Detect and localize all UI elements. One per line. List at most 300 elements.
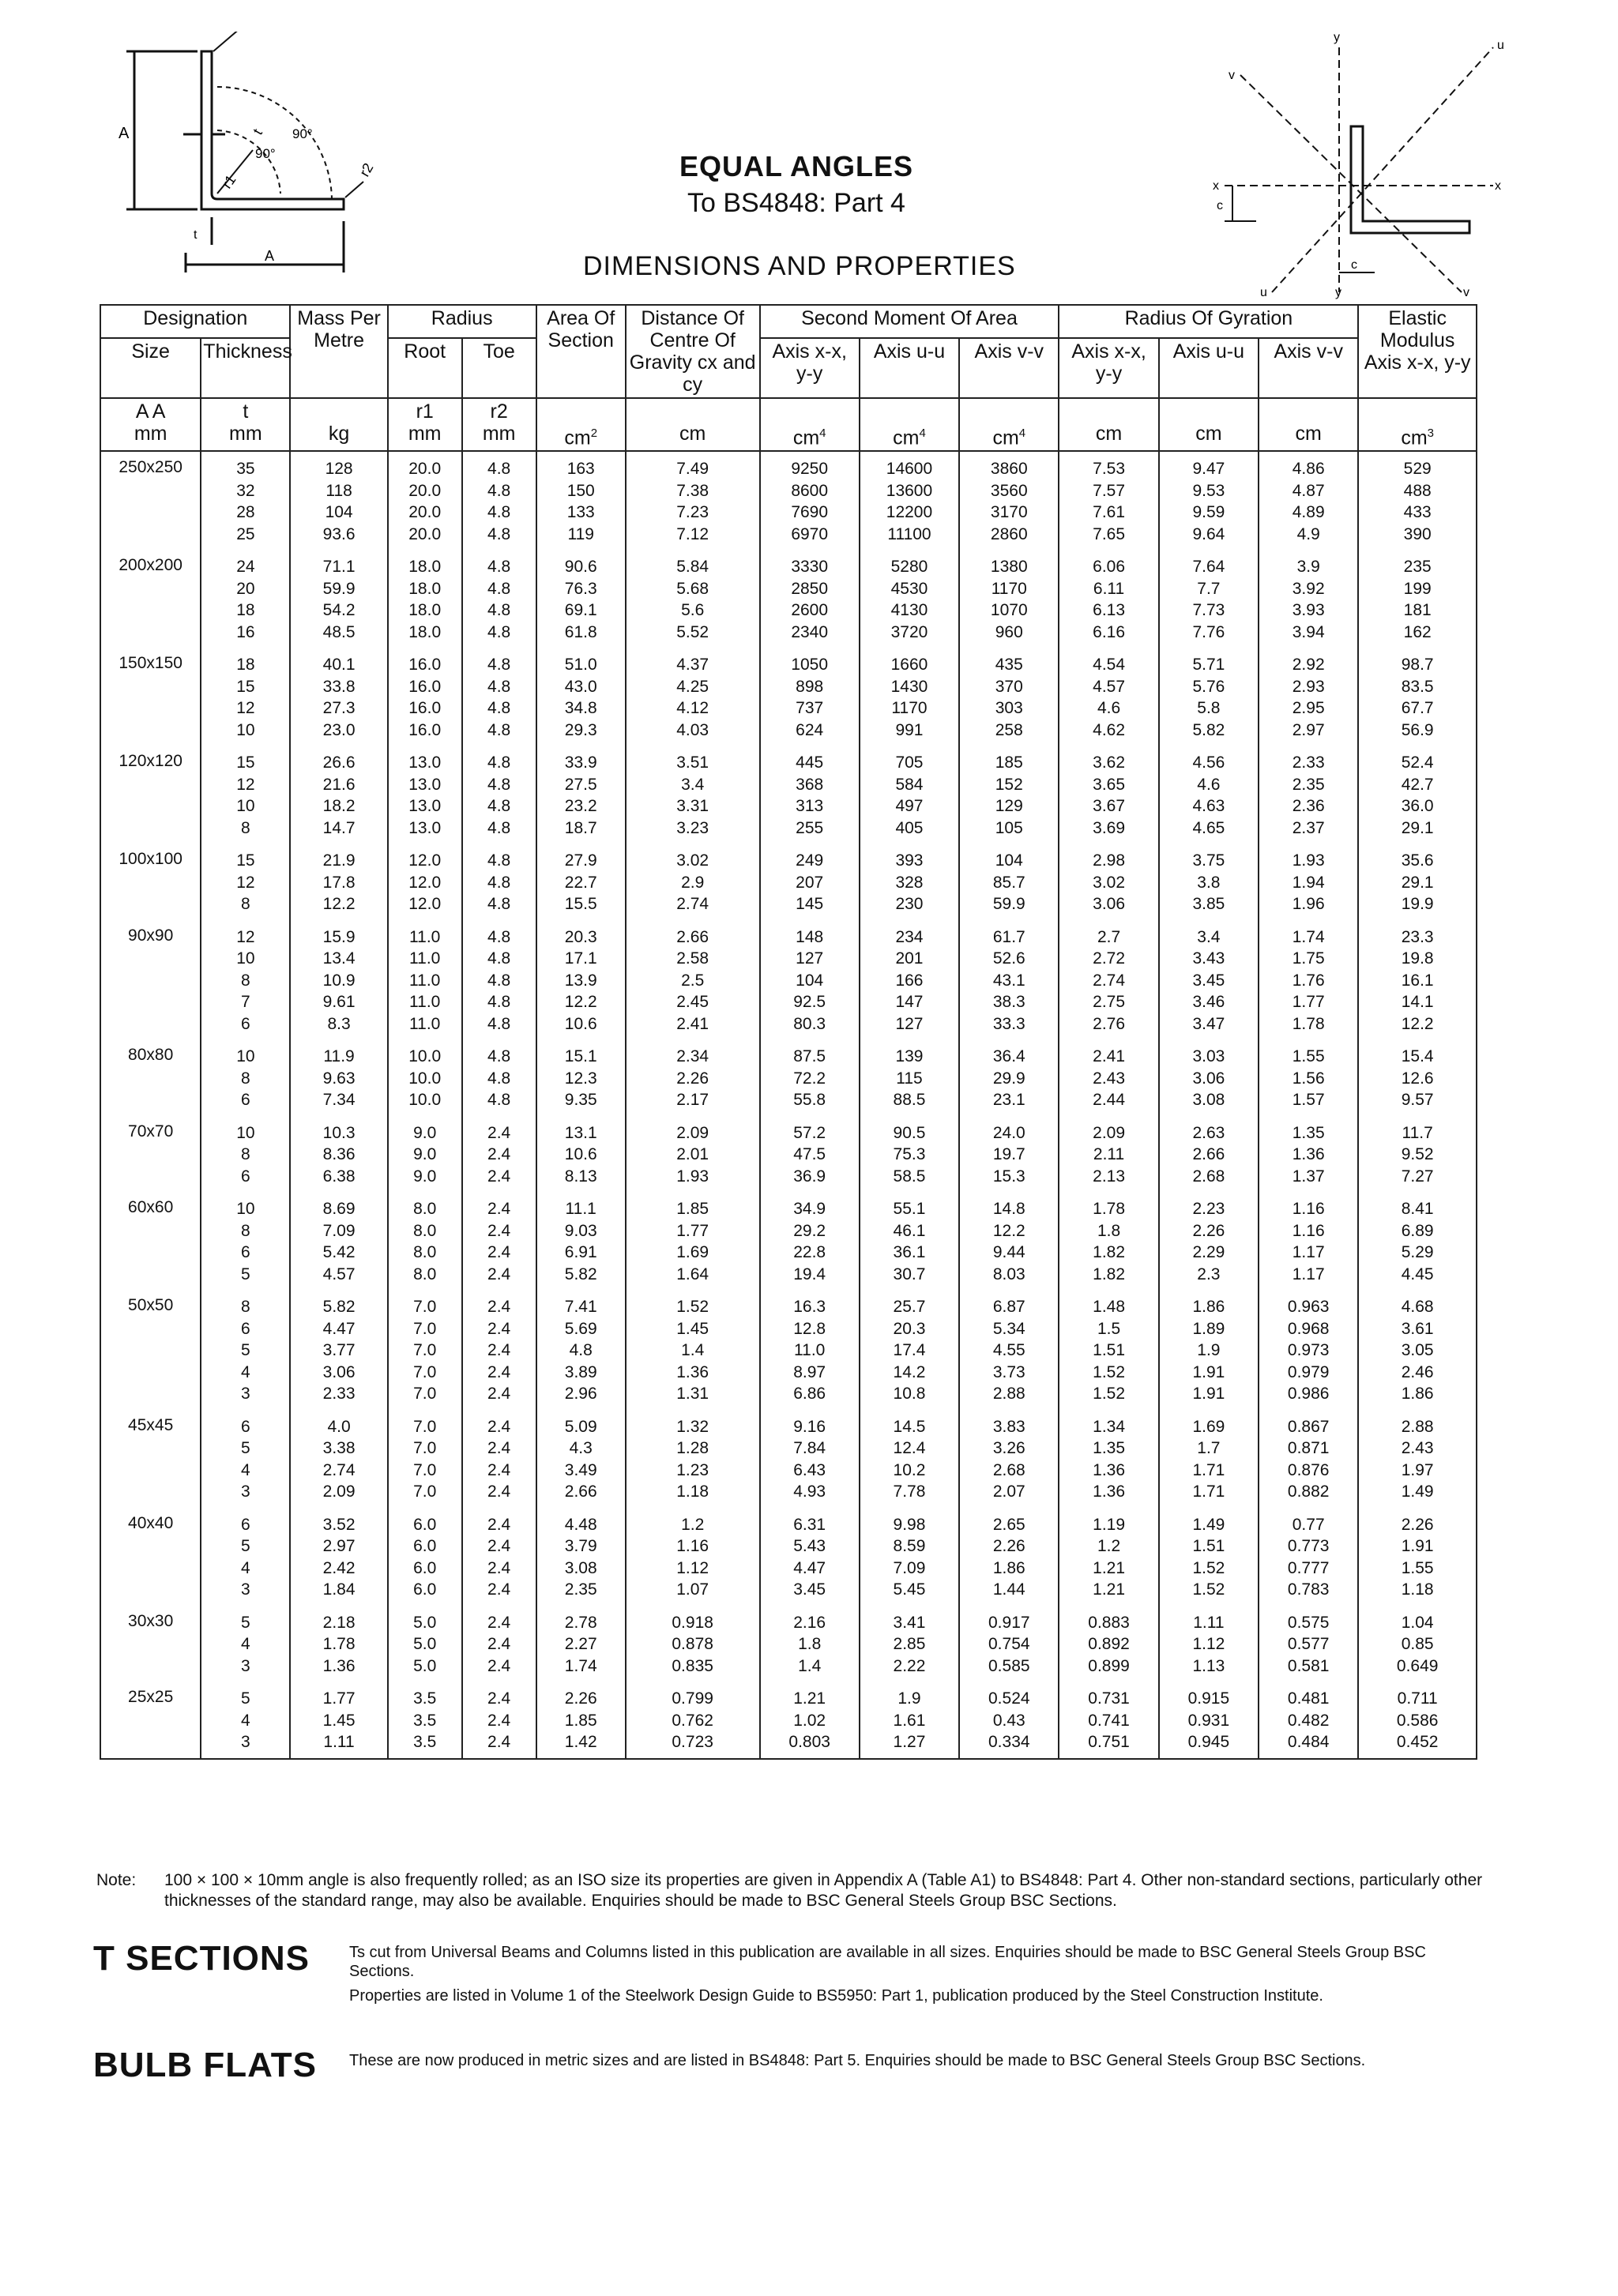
value-ixx: 80.3 [793, 1014, 826, 1033]
value-z: 98.7 [1401, 656, 1434, 675]
cell-mass [290, 844, 387, 920]
value-c: 4.25 [676, 677, 709, 696]
cell-ixx [760, 1410, 860, 1508]
value-ixx: 57.2 [793, 1123, 826, 1142]
value-ixx: 249 [796, 851, 824, 870]
cell-iuu [860, 550, 959, 648]
value-rvv: 0.575 [1287, 1613, 1330, 1632]
cell-rxx [1059, 451, 1158, 550]
value-iuu: 3.41 [893, 1613, 926, 1632]
value-rxx: 1.82 [1093, 1243, 1126, 1262]
value-t: 6 [241, 1417, 250, 1436]
value-ixx: 255 [796, 818, 824, 837]
table-row [100, 746, 1477, 844]
value-c: 7.49 [676, 460, 709, 479]
value-area: 1.85 [564, 1711, 597, 1730]
value-r2: 2.4 [487, 1613, 511, 1632]
cell-r1 [388, 648, 462, 746]
cell-z [1358, 1606, 1477, 1682]
value-c: 1.93 [676, 1167, 709, 1186]
cell-rvv [1259, 1682, 1358, 1759]
cell-iuu [860, 451, 959, 550]
value-c: 2.01 [676, 1145, 709, 1164]
cell-ruu [1159, 1682, 1259, 1759]
sym-t: t [243, 400, 249, 423]
table-row [100, 844, 1477, 920]
value-c: 1.07 [676, 1580, 709, 1599]
value-mass: 14.7 [322, 818, 356, 837]
value-r2: 4.8 [487, 775, 511, 794]
cell-r1 [388, 746, 462, 844]
value-ivv: 59.9 [992, 895, 1025, 914]
cell-t [201, 1410, 290, 1508]
cell-rxx [1059, 550, 1158, 648]
value-z: 0.452 [1396, 1733, 1439, 1752]
value-rvv: 1.55 [1292, 1047, 1325, 1066]
value-rxx: 2.76 [1093, 1014, 1126, 1033]
value-r1: 11.0 [409, 993, 441, 1012]
value-ixx: 2.16 [793, 1613, 826, 1632]
value-mass: 71.1 [322, 558, 356, 577]
cell-ivv [959, 1039, 1059, 1116]
value-r1: 7.0 [413, 1298, 437, 1317]
value-rxx: 1.36 [1093, 1460, 1126, 1479]
unit-area: cm [564, 427, 591, 449]
header-radius-of-gyration: Radius Of Gyration [1059, 305, 1358, 338]
cell-r2 [462, 1682, 536, 1759]
value-rvv: 1.94 [1292, 873, 1325, 892]
value-z: 1.18 [1401, 1580, 1434, 1599]
value-rvv: 2.37 [1292, 818, 1325, 837]
cell-c [626, 1410, 760, 1508]
sym-r1: r1 [416, 400, 434, 423]
value-ruu: 1.52 [1192, 1558, 1225, 1577]
value-ivv: 104 [995, 851, 1023, 870]
value-r1: 16.0 [408, 720, 442, 739]
value-r1: 18.0 [408, 558, 442, 577]
cell-size: 30x30 [100, 1606, 201, 1682]
cell-r1 [388, 1508, 462, 1606]
cell-rvv [1259, 746, 1358, 844]
value-z: 9.52 [1401, 1145, 1434, 1164]
value-ruu: 9.64 [1192, 524, 1225, 543]
value-area: 43.0 [564, 677, 597, 696]
value-mass: 21.6 [322, 775, 356, 794]
value-ixx: 72.2 [793, 1069, 826, 1088]
value-mass: 23.0 [322, 720, 356, 739]
cell-iuu [860, 1192, 959, 1290]
value-area: 10.6 [564, 1014, 597, 1033]
value-t: 6 [241, 1091, 250, 1110]
value-t: 20 [236, 579, 255, 598]
cell-ivv [959, 1606, 1059, 1682]
value-r1: 5.0 [413, 1635, 437, 1654]
value-mass: 10.3 [322, 1123, 356, 1142]
cell-ruu [1159, 1410, 1259, 1508]
value-iuu: 90.5 [893, 1123, 926, 1142]
value-ivv: 6.87 [992, 1298, 1025, 1317]
note-text: 100 × 100 × 10mm angle is also frequently rolled; as an ISO size its properties are given in Appendix A (Table A1) to BS4848: Part 4. Other non-standard sections, particularly other thicknesses of the standard range, may also be available. Enquiries should be made to BSC General Steels Group BSC Sections. [164, 1871, 1483, 1910]
value-r2: 2.4 [487, 1264, 511, 1283]
header-size: Size [100, 338, 201, 398]
diagram-label-t-bottom: t [194, 228, 198, 242]
value-iuu: 1.61 [893, 1711, 926, 1730]
header-designation: Designation [100, 305, 290, 338]
value-c: 1.36 [676, 1362, 709, 1381]
unit-mass: kg [328, 423, 350, 445]
cell-z [1358, 1039, 1477, 1116]
value-rxx: 1.34 [1093, 1417, 1126, 1436]
cell-iuu [860, 1606, 959, 1682]
cell-area [536, 1682, 626, 1759]
value-rxx: 1.2 [1097, 1537, 1121, 1556]
value-z: 235 [1403, 558, 1432, 577]
cell-ixx [760, 1039, 860, 1116]
header-second-moment: Second Moment Of Area [760, 305, 1059, 338]
cell-area [536, 920, 626, 1040]
value-ivv: 61.7 [992, 927, 1025, 946]
cell-size: 250x250 [100, 451, 201, 550]
cell-ixx [760, 550, 860, 648]
value-c: 0.762 [672, 1711, 713, 1730]
value-area: 163 [566, 460, 595, 479]
value-r2: 4.8 [487, 895, 511, 914]
value-iuu: 14.2 [893, 1362, 926, 1381]
value-t: 3 [241, 1482, 250, 1501]
cell-ruu [1159, 920, 1259, 1040]
value-rxx: 1.52 [1093, 1385, 1126, 1404]
value-r2: 2.4 [487, 1417, 511, 1436]
value-t: 8 [241, 1221, 250, 1240]
value-mass: 17.8 [322, 873, 356, 892]
cell-size: 25x25 [100, 1682, 201, 1759]
cell-rxx [1059, 648, 1158, 746]
value-c: 1.2 [681, 1515, 705, 1534]
value-r2: 4.8 [487, 503, 511, 522]
value-r2: 4.8 [487, 949, 511, 968]
value-r2: 2.4 [487, 1439, 511, 1458]
cell-size: 60x60 [100, 1192, 201, 1290]
value-iuu: 5.45 [893, 1580, 926, 1599]
cell-t [201, 451, 290, 550]
value-ixx: 6970 [791, 524, 829, 543]
value-rvv: 1.35 [1292, 1123, 1325, 1142]
cell-ruu [1159, 1290, 1259, 1410]
cell-ruu [1159, 648, 1259, 746]
cell-z [1358, 550, 1477, 648]
value-t: 10 [236, 1200, 255, 1219]
value-r2: 4.8 [487, 797, 511, 816]
cell-c [626, 1290, 760, 1410]
cell-t [201, 550, 290, 648]
cell-r2 [462, 746, 536, 844]
header-sym-r1 [388, 398, 462, 451]
table-row [100, 1290, 1477, 1410]
value-ixx: 207 [796, 873, 824, 892]
value-area: 11.1 [565, 1200, 596, 1219]
value-c: 2.66 [676, 927, 709, 946]
value-c: 5.68 [676, 579, 709, 598]
value-r1: 7.0 [413, 1341, 437, 1360]
cell-z [1358, 844, 1477, 920]
page-subtitle: To BS4848: Part 4 [687, 188, 905, 218]
value-mass: 2.74 [322, 1460, 356, 1479]
value-rvv: 2.92 [1292, 656, 1325, 675]
value-z: 5.29 [1401, 1243, 1434, 1262]
value-z: 0.711 [1397, 1689, 1438, 1708]
value-iuu: 75.3 [893, 1145, 926, 1164]
value-r1: 9.0 [413, 1123, 437, 1142]
value-rxx: 1.5 [1097, 1319, 1121, 1338]
value-mass: 2.09 [322, 1482, 356, 1501]
value-t: 16 [236, 622, 255, 641]
value-rvv: 0.871 [1287, 1439, 1330, 1458]
value-rxx: 2.7 [1097, 927, 1121, 946]
cell-ixx [760, 1192, 860, 1290]
value-iuu: 4530 [890, 579, 928, 598]
value-t: 6 [241, 1014, 250, 1033]
value-r2: 4.8 [487, 622, 511, 641]
cell-r1 [388, 1290, 462, 1410]
value-c: 4.37 [676, 656, 709, 675]
cell-area [536, 1116, 626, 1193]
diagram-label-t: t [250, 126, 265, 137]
cell-ivv [959, 1116, 1059, 1193]
cell-r2 [462, 844, 536, 920]
cell-ivv [959, 1508, 1059, 1606]
axis-label-c-left: c [1217, 199, 1223, 212]
value-ruu: 1.13 [1192, 1656, 1225, 1675]
value-mass: 40.1 [322, 656, 356, 675]
value-rvv: 0.581 [1287, 1656, 1330, 1675]
cell-t [201, 1039, 290, 1116]
cell-ivv [959, 844, 1059, 920]
value-ruu: 1.91 [1192, 1362, 1225, 1381]
value-r2: 2.4 [487, 1580, 511, 1599]
cell-area [536, 1039, 626, 1116]
value-r1: 6.0 [413, 1580, 437, 1599]
cell-ruu [1159, 1192, 1259, 1290]
value-rvv: 2.36 [1292, 797, 1325, 816]
value-rxx: 4.57 [1093, 677, 1126, 696]
value-r1: 12.0 [408, 873, 442, 892]
unit-cg: cm [679, 423, 706, 445]
value-r1: 8.0 [413, 1264, 437, 1283]
value-ivv: 0.585 [988, 1656, 1030, 1675]
value-ixx: 624 [796, 720, 824, 739]
value-r1: 20.0 [408, 503, 442, 522]
value-rvv: 0.867 [1287, 1417, 1330, 1436]
value-ivv: 1.44 [992, 1580, 1025, 1599]
value-area: 1.74 [564, 1656, 597, 1675]
value-iuu: 705 [895, 753, 924, 772]
value-mass: 4.0 [327, 1417, 351, 1436]
value-rvv: 1.56 [1292, 1069, 1325, 1088]
value-area: 29.3 [564, 720, 597, 739]
value-z: 0.649 [1396, 1656, 1439, 1675]
value-rvv: 0.77 [1292, 1515, 1325, 1534]
value-mass: 33.8 [322, 677, 356, 696]
value-t: 15 [236, 851, 255, 870]
value-rxx: 0.883 [1088, 1613, 1130, 1632]
value-rvv: 0.986 [1287, 1385, 1330, 1404]
value-rvv: 3.94 [1292, 622, 1325, 641]
value-r2: 2.4 [487, 1362, 511, 1381]
value-ixx: 29.2 [793, 1221, 826, 1240]
value-r1: 8.0 [413, 1200, 437, 1219]
value-ixx: 7.84 [793, 1439, 826, 1458]
value-rxx: 1.82 [1093, 1264, 1126, 1283]
table-row [100, 1192, 1477, 1290]
value-ruu: 9.47 [1192, 460, 1225, 479]
value-rxx: 2.41 [1093, 1047, 1126, 1066]
value-c: 1.31 [676, 1385, 709, 1404]
value-iuu: 3720 [890, 622, 928, 641]
axis-label-x-right: x [1495, 179, 1501, 193]
value-area: 12.3 [564, 1069, 597, 1088]
value-ivv: 15.3 [992, 1167, 1025, 1186]
cell-mass [290, 550, 387, 648]
value-ruu: 7.7 [1197, 579, 1221, 598]
value-rxx: 2.11 [1093, 1145, 1125, 1164]
cell-mass [290, 1116, 387, 1193]
value-area: 27.9 [564, 851, 597, 870]
value-c: 2.26 [676, 1069, 709, 1088]
cell-size: 70x70 [100, 1116, 201, 1193]
value-r1: 20.0 [408, 460, 442, 479]
value-ixx: 8600 [791, 481, 829, 500]
value-ixx: 11.0 [794, 1341, 826, 1360]
value-rvv: 2.93 [1292, 677, 1325, 696]
value-r2: 2.4 [487, 1482, 511, 1501]
value-t: 5 [241, 1264, 250, 1283]
value-ixx: 6.86 [793, 1385, 826, 1404]
cell-ixx [760, 920, 860, 1040]
value-mass: 13.4 [322, 949, 356, 968]
value-z: 199 [1403, 579, 1432, 598]
value-r2: 2.4 [487, 1711, 511, 1730]
value-mass: 4.57 [322, 1264, 356, 1283]
cell-r1 [388, 1116, 462, 1193]
cell-ixx [760, 844, 860, 920]
value-rxx: 1.52 [1093, 1362, 1126, 1381]
cell-area [536, 648, 626, 746]
cell-c [626, 1606, 760, 1682]
cell-r2 [462, 1508, 536, 1606]
cell-mass [290, 1682, 387, 1759]
value-r1: 7.0 [413, 1439, 437, 1458]
value-rxx: 3.65 [1093, 775, 1126, 794]
value-rvv: 0.979 [1287, 1362, 1330, 1381]
value-ivv: 8.03 [992, 1264, 1025, 1283]
value-z: 1.04 [1401, 1613, 1434, 1632]
value-area: 2.35 [564, 1580, 597, 1599]
value-rvv: 1.93 [1292, 851, 1325, 870]
unit-z: cm [1401, 427, 1428, 449]
value-mass: 1.84 [322, 1580, 356, 1599]
value-iuu: 11100 [887, 524, 931, 543]
t-sections-text-2: Properties are listed in Volume 1 of the Steelwork Design Guide to BS5950: Part 1, publication produced by the Steel Construction Institute. [349, 1987, 1323, 2005]
value-r2: 2.4 [487, 1319, 511, 1338]
unit-t: mm [229, 423, 262, 445]
value-c: 1.45 [676, 1319, 709, 1338]
value-r2: 4.8 [487, 656, 511, 675]
value-mass: 8.36 [322, 1145, 356, 1164]
cell-ruu [1159, 1116, 1259, 1193]
value-rvv: 4.89 [1292, 503, 1325, 522]
value-ruu: 7.73 [1192, 601, 1225, 620]
value-iuu: 20.3 [893, 1319, 926, 1338]
value-ruu: 5.76 [1192, 677, 1225, 696]
table-row [100, 648, 1477, 746]
axis-label-v-top: v [1229, 69, 1235, 82]
cell-t [201, 746, 290, 844]
value-mass: 1.36 [322, 1656, 356, 1675]
value-c: 2.5 [681, 971, 705, 990]
value-rxx: 0.741 [1088, 1711, 1130, 1730]
value-iuu: 115 [896, 1069, 923, 1088]
value-ivv: 2.65 [992, 1515, 1025, 1534]
value-ruu: 0.931 [1187, 1711, 1230, 1730]
cell-rvv [1259, 1192, 1358, 1290]
value-t: 18 [236, 601, 255, 620]
axis-label-y-bottom: y [1335, 286, 1341, 299]
value-r1: 13.0 [408, 818, 442, 837]
value-r1: 13.0 [408, 775, 442, 794]
note-label: Note: [96, 1871, 137, 1889]
value-t: 5 [241, 1613, 250, 1632]
value-c: 2.34 [676, 1047, 709, 1066]
value-area: 119 [567, 524, 594, 543]
value-iuu: 36.1 [893, 1243, 926, 1262]
cell-rvv [1259, 920, 1358, 1040]
value-z: 15.4 [1401, 1047, 1434, 1066]
cell-rvv [1259, 550, 1358, 648]
cell-size: 200x200 [100, 550, 201, 648]
value-z: 433 [1403, 503, 1432, 522]
value-area: 8.13 [564, 1167, 597, 1186]
value-area: 7.41 [564, 1298, 597, 1317]
value-rvv: 3.93 [1292, 601, 1325, 620]
value-area: 150 [566, 481, 595, 500]
value-ivv: 1.86 [992, 1558, 1025, 1577]
value-iuu: 147 [895, 993, 924, 1012]
value-r1: 5.0 [413, 1613, 437, 1632]
value-ruu: 4.6 [1197, 775, 1221, 794]
cell-size: 80x80 [100, 1039, 201, 1116]
value-ixx: 127 [796, 949, 824, 968]
value-ixx: 313 [796, 797, 824, 816]
value-area: 9.35 [564, 1091, 597, 1110]
value-rvv: 0.963 [1287, 1298, 1330, 1317]
value-rvv: 1.37 [1292, 1167, 1325, 1186]
cell-mass [290, 1192, 387, 1290]
cell-mass [290, 1606, 387, 1682]
properties-table [100, 304, 1477, 1760]
value-ixx: 898 [796, 677, 824, 696]
value-ruu: 4.56 [1192, 753, 1225, 772]
value-c: 0.799 [672, 1689, 713, 1708]
value-ivv: 4.55 [992, 1341, 1025, 1360]
value-mass: 11.9 [323, 1047, 355, 1066]
header-unit-ivv [959, 398, 1059, 451]
value-ivv: 5.34 [992, 1319, 1025, 1338]
value-ruu: 3.75 [1192, 851, 1225, 870]
cell-r2 [462, 1039, 536, 1116]
value-rxx: 1.21 [1093, 1580, 1126, 1599]
cell-ixx [760, 746, 860, 844]
cell-r2 [462, 550, 536, 648]
